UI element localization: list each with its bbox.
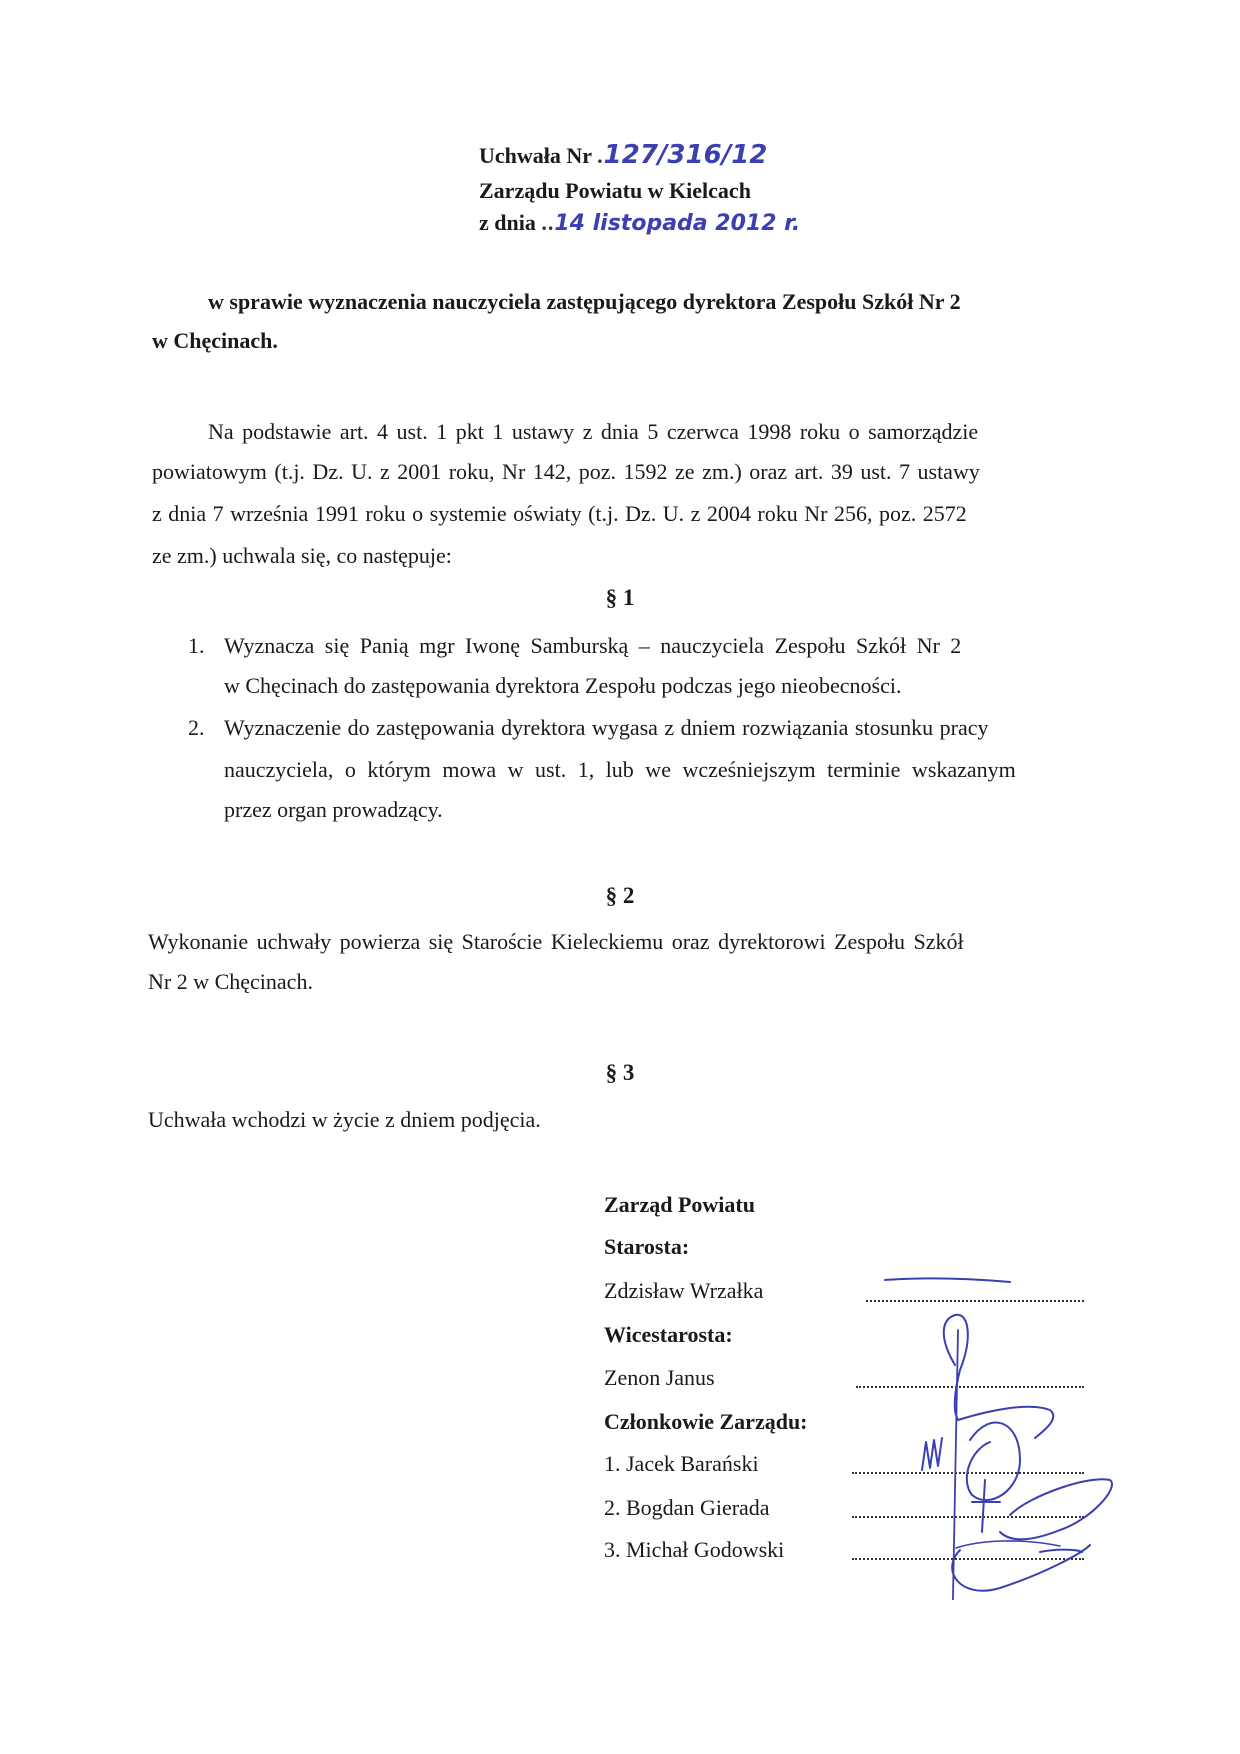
wicestarosta-signature-stroke xyxy=(944,1315,1054,1438)
member-1-signature-stroke xyxy=(922,1438,942,1470)
member-2-loop-stroke xyxy=(1000,1479,1112,1539)
section-1-item-1-line-1: Wyznacza się Panią mgr Iwonę Samburską – nauczyciela Zespołu Szkół Nr 2 xyxy=(224,633,962,658)
member-3-signature-stroke xyxy=(952,1545,1090,1591)
section-1-item-2-line-1: Wyznaczenie do zastępowania dyrektora wygasa z dniem rozwiązania stosunku pracy xyxy=(224,715,989,740)
section-3-line-1: Uchwała wchodzi w życie z dniem podjęcia. xyxy=(148,1107,541,1132)
section-3-heading: § 3 xyxy=(605,1060,635,1085)
section-2-line-1: Wykonanie uchwały powierza się Staroście Kieleckiemu oraz dyrektorowi Zespołu Szkół xyxy=(148,929,964,954)
number-dots: . xyxy=(597,143,604,168)
starosta-signature-stroke xyxy=(885,1278,1010,1282)
preamble-line-2: powiatowym (t.j. Dz. U. z 2001 roku, Nr 142, poz. 1592 ze zm.) oraz art. 39 ust. 7 ustawy xyxy=(152,459,980,484)
starosta-name: Zdzisław Wrzałka xyxy=(604,1278,764,1303)
member-2-signature-stroke xyxy=(972,1480,1000,1532)
member-2-name: 2. Bogdan Gierada xyxy=(604,1495,770,1520)
section-1-item-1-line-2: w Chęcinach do zastępowania dyrektora Zespołu podczas jego nieobecności. xyxy=(224,673,902,698)
date-line xyxy=(479,208,800,239)
wicestarosta-label: Wicestarosta: xyxy=(604,1322,733,1347)
member-1-name: 1. Jacek Barański xyxy=(604,1451,759,1476)
subject-line-1: w sprawie wyznaczenia nauczyciela zastępującego dyrektora Zespołu Szkół Nr 2 xyxy=(208,289,961,314)
section-2-line-2: Nr 2 w Chęcinach. xyxy=(148,969,313,994)
subject-line-2: w Chęcinach. xyxy=(152,328,278,353)
section-1-heading: § 1 xyxy=(605,585,635,610)
section-1-item-1-number: 1. xyxy=(188,633,205,658)
member-3-name: 3. Michał Godowski xyxy=(604,1537,785,1562)
member-1-loop-stroke xyxy=(967,1423,1020,1501)
board-name: Zarządu Powiatu w Kielcach xyxy=(479,178,751,203)
resolution-number-line xyxy=(479,140,767,171)
signature-board: Zarząd Powiatu xyxy=(604,1192,755,1217)
preamble-line-3: z dnia 7 września 1991 roku o systemie oświaty (t.j. Dz. U. z 2004 roku Nr 256, poz. 2572 xyxy=(152,501,967,526)
wicestarosta-name: Zenon Janus xyxy=(604,1365,715,1390)
section-1-item-2-number: 2. xyxy=(188,715,205,740)
handwritten-number: 127/316/12 xyxy=(603,140,768,170)
preamble-line-4: ze zm.) uchwala się, co następuje: xyxy=(152,543,452,568)
handwritten-date: 14 listopada 2012 r. xyxy=(554,211,801,236)
section-1-item-2-line-2: nauczyciela, o którym mowa w ust. 1, lub we wcześniejszym terminie wskazanym xyxy=(224,757,1016,782)
section-1-item-2-line-3: przez organ prowadzący. xyxy=(224,797,443,822)
handwritten-signatures xyxy=(860,1270,1130,1600)
date-label: z dnia xyxy=(479,210,536,235)
resolution-label: Uchwała Nr xyxy=(479,143,592,168)
starosta-label: Starosta: xyxy=(604,1234,690,1259)
date-dots: .. xyxy=(541,210,555,235)
members-label: Członkowie Zarządu: xyxy=(604,1409,808,1434)
preamble-line-1: Na podstawie art. 4 ust. 1 pkt 1 ustawy z dnia 5 czerwca 1998 roku o samorządzie xyxy=(208,419,979,444)
section-2-heading: § 2 xyxy=(605,883,635,908)
